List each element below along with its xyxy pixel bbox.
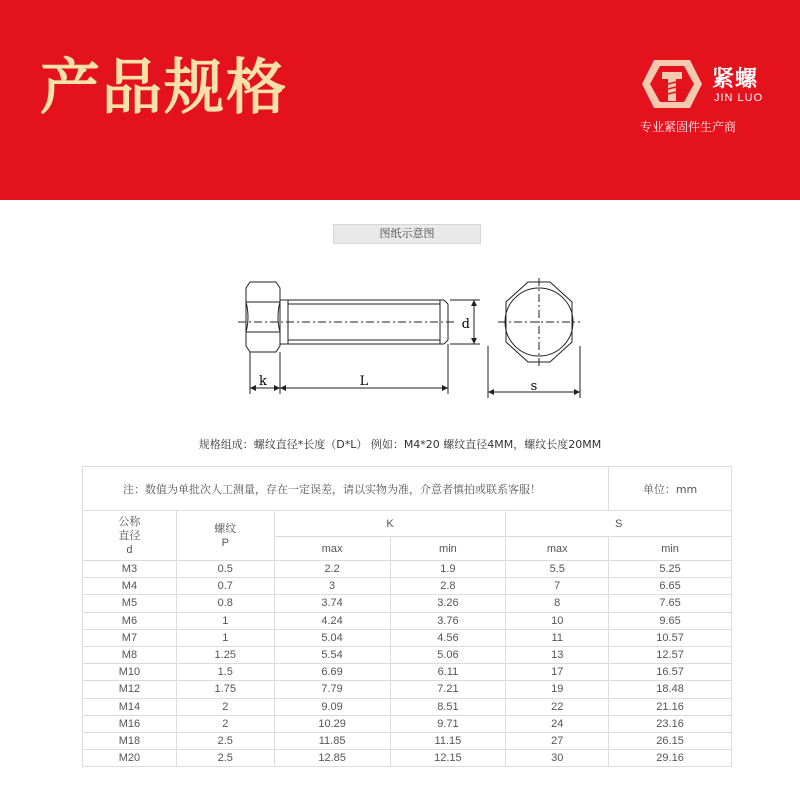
spec-table [82, 466, 732, 767]
unit-label: 单位：mm [609, 467, 732, 511]
tagline: 专业紧固件生产商 [640, 120, 737, 134]
header-s: S [506, 511, 732, 537]
cell-s-min: 7.65 [609, 595, 732, 612]
header-s-min: min [609, 537, 732, 561]
table-row [83, 698, 732, 715]
cell-nominal-diameter: M10 [83, 664, 177, 681]
cell-pitch: 1 [176, 612, 274, 629]
header-nominal-diameter [83, 511, 177, 561]
table-row [83, 561, 732, 578]
table-row [83, 595, 732, 612]
cell-pitch: 2 [176, 715, 274, 732]
cell-k-max: 2.2 [274, 561, 390, 578]
page-title: 产品规格 [40, 53, 288, 123]
cell-pitch: 2 [176, 698, 274, 715]
cell-nominal-diameter: M4 [83, 578, 177, 595]
cell-nominal-diameter: M12 [83, 681, 177, 698]
cell-pitch: 1.25 [176, 646, 274, 663]
spec-format-note: 规格组成：螺纹直径*长度（D*L） 例如：M4*20 螺纹直径4MM，螺纹长度20MM [198, 438, 602, 451]
brand-english: JIN LUO [714, 92, 764, 104]
cell-k-min: 6.11 [390, 664, 506, 681]
cell-s-max: 8 [506, 595, 609, 612]
table-row [83, 629, 732, 646]
cell-s-max: 7 [506, 578, 609, 595]
cell-s-max: 22 [506, 698, 609, 715]
header-banner [0, 0, 800, 200]
cell-nominal-diameter: M3 [83, 561, 177, 578]
cell-nominal-diameter: M14 [83, 698, 177, 715]
cell-nominal-diameter: M18 [83, 732, 177, 749]
d-label: d [461, 317, 470, 332]
table-row [83, 681, 732, 698]
cell-s-max: 17 [506, 664, 609, 681]
cell-k-max: 3.74 [274, 595, 390, 612]
cell-k-min: 3.76 [390, 612, 506, 629]
header-pitch [176, 511, 274, 561]
cell-pitch: 0.7 [176, 578, 274, 595]
diagram-label: 图纸示意图 [333, 224, 481, 244]
hex-bolt-logo-icon [640, 58, 704, 110]
cell-pitch: 1.5 [176, 664, 274, 681]
k-label: k [259, 374, 267, 389]
cell-k-max: 4.24 [274, 612, 390, 629]
cell-k-min: 11.15 [390, 732, 506, 749]
header-pitch-line1: 螺纹 [214, 522, 237, 535]
cell-k-min: 4.56 [390, 629, 506, 646]
table-row [83, 612, 732, 629]
cell-k-max: 3 [274, 578, 390, 595]
cell-nominal-diameter: M7 [83, 629, 177, 646]
cell-k-max: 5.54 [274, 646, 390, 663]
cell-k-min: 5.06 [390, 646, 506, 663]
cell-s-max: 27 [506, 732, 609, 749]
cell-k-min: 7.21 [390, 681, 506, 698]
s-label: s [530, 379, 538, 394]
cell-nominal-diameter: M6 [83, 612, 177, 629]
header-k-max: max [274, 537, 390, 561]
cell-pitch: 1 [176, 629, 274, 646]
cell-s-max: 19 [506, 681, 609, 698]
cell-s-max: 24 [506, 715, 609, 732]
cell-s-min: 5.25 [609, 561, 732, 578]
cell-s-min: 29.16 [609, 750, 732, 767]
header-nominal-line2: 直径 [118, 529, 141, 542]
cell-s-max: 13 [506, 646, 609, 663]
cell-k-max: 9.09 [274, 698, 390, 715]
brand-name: 紧螺 [712, 67, 759, 92]
cell-k-max: 6.69 [274, 664, 390, 681]
cell-s-min: 6.65 [609, 578, 732, 595]
header-nominal-line3: d [126, 543, 133, 556]
table-row [83, 715, 732, 732]
l-label: L [359, 374, 369, 389]
cell-nominal-diameter: M5 [83, 595, 177, 612]
header-k: K [274, 511, 506, 537]
cell-s-min: 12.57 [609, 646, 732, 663]
cell-s-min: 26.15 [609, 732, 732, 749]
cell-s-min: 9.65 [609, 612, 732, 629]
cell-nominal-diameter: M8 [83, 646, 177, 663]
cell-k-max: 5.04 [274, 629, 390, 646]
table-row [83, 732, 732, 749]
cell-pitch: 0.8 [176, 595, 274, 612]
header-nominal-line1: 公称 [118, 515, 141, 528]
note-row [83, 467, 732, 511]
cell-k-max: 11.85 [274, 732, 390, 749]
cell-s-min: 16.57 [609, 664, 732, 681]
cell-k-min: 1.9 [390, 561, 506, 578]
cell-s-min: 18.48 [609, 681, 732, 698]
cell-pitch: 0.5 [176, 561, 274, 578]
table-row [83, 750, 732, 767]
cell-pitch: 1.75 [176, 681, 274, 698]
cell-nominal-diameter: M20 [83, 750, 177, 767]
table-row [83, 664, 732, 681]
cell-pitch: 2.5 [176, 732, 274, 749]
cell-k-max: 12.85 [274, 750, 390, 767]
disclaimer-note: 注：数值为单批次人工测量，存在一定误差，请以实物为准，介意者慎拍或联系客服！ [83, 467, 609, 511]
cell-k-min: 12.15 [390, 750, 506, 767]
header-s-max: max [506, 537, 609, 561]
cell-s-max: 11 [506, 629, 609, 646]
table-row [83, 578, 732, 595]
cell-s-max: 5.5 [506, 561, 609, 578]
cell-k-max: 7.79 [274, 681, 390, 698]
bolt-drawing [236, 272, 584, 404]
cell-k-min: 2.8 [390, 578, 506, 595]
cell-s-min: 23.16 [609, 715, 732, 732]
header-k-min: min [390, 537, 506, 561]
cell-s-max: 10 [506, 612, 609, 629]
cell-s-max: 30 [506, 750, 609, 767]
cell-pitch: 2.5 [176, 750, 274, 767]
cell-k-min: 8.51 [390, 698, 506, 715]
header-row [83, 511, 732, 537]
cell-nominal-diameter: M16 [83, 715, 177, 732]
cell-k-max: 10.29 [274, 715, 390, 732]
header-pitch-line2: P [221, 536, 229, 549]
table-row [83, 646, 732, 663]
cell-s-min: 10.57 [609, 629, 732, 646]
cell-s-min: 21.16 [609, 698, 732, 715]
cell-k-min: 3.26 [390, 595, 506, 612]
cell-k-min: 9.71 [390, 715, 506, 732]
